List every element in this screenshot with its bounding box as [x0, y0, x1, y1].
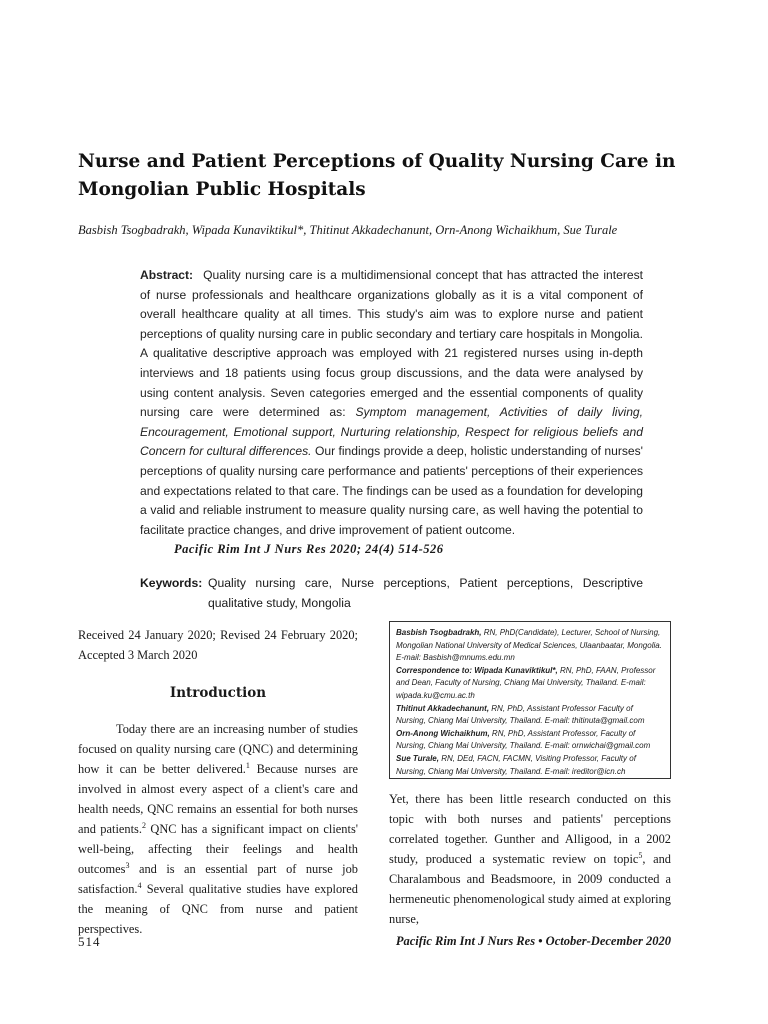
affiliation-entry [396, 703, 664, 728]
journal-citation: Pacific Rim Int J Nurs Res 2020; 24(4) 514-526 [174, 542, 444, 556]
intro-text-d: and is an essential part of nurse job satisfaction. [78, 862, 358, 896]
affiliation-name: Basbish Tsogbadrakh, [396, 628, 482, 637]
affiliation-details: RN, DEd, FACN, FACMN, Visiting Professor, Faculty of Nursing, Chiang Mai University, Thailand. E-mail: ireditor@icn.ch [396, 753, 636, 776]
affiliation-details: RN, PhD, FAAN, Professor and Dean, Faculty of Nursing, Chiang Mai University, Thailand. E-mail: wipada.ku@cmu.ac.th [396, 665, 656, 700]
page-number: 514 [78, 934, 101, 949]
affiliation-name: Correspondence to: Wipada Kunaviktikul*, [396, 665, 558, 675]
keywords-text: Quality nursing care, Nurse perceptions, Patient perceptions, Descriptive qualitative study, Mongolia [208, 576, 643, 610]
ref-4[interactable]: 4 [137, 880, 142, 890]
right-text-b: , and Charalambous and Beadsmoore, in 2009 conducted a hermeneutic phenomenological study aimed at exploring nurse, [389, 852, 671, 926]
received-dates: Received 24 January 2020; Revised 24 February 2020; Accepted 3 March 2020 [78, 628, 358, 662]
abstract-text-part-2: Our findings provide a deep, holistic understanding of nurses' perceptions of quality nursing care performance and patients' perceptions of their experiences and expectations related to that care. The findings can be used as a foundation for developing a valid and reliable instrument to measure quality nursing care, as well having the potential to facilitate practice changes, and drive improvement of patient outcome. [140, 444, 643, 537]
introduction-heading: Introduction [169, 685, 267, 701]
affiliation-entry [396, 753, 664, 778]
affiliation-name: Orn-Anong Wichaikhum, [396, 728, 490, 738]
abstract-label: Abstract: [140, 268, 194, 282]
affiliation-name: Sue Turale, [396, 753, 439, 763]
abstract-text-part-1: Quality nursing care is a multidimensional concept that has attracted the interest of nurse professionals and healthcare organizations globally as it is a vital component of overall healthcare quality at all times. This study's aim was to explore nurse and patient perceptions of quality nursing care in public secondary and tertiary care hospitals in Mongolia. A qualitative descriptive approach was employed with 21 registered nurses using in-depth interviews and 18 patients using focus group discussions, and the data were analysed by using content analysis. Seven categories emerged and the essential components of quality nursing care were determined as: [140, 268, 643, 420]
keywords-block [140, 573, 643, 613]
intro-text-a: Today there are an increasing number of studies focused on quality nursing care (QNC) and determining how it can be better delivered. [78, 722, 358, 776]
ref-5[interactable]: 5 [638, 850, 643, 860]
ref-1[interactable]: 1 [245, 760, 250, 770]
right-text-a: Yet, there has been little research conducted on this topic with both nurses and patients' perceptions correlated together. Gunther and Alligood, in a 2002 study, produced a systematic review on topic [389, 792, 671, 866]
author-affiliations-box [389, 621, 671, 779]
affiliation-details: RN, PhD, Assistant Professor, Faculty of Nursing, Chiang Mai University, Thailand. E-mail: ornwichai@gmail.com [396, 728, 651, 751]
running-footer: Pacific Rim Int J Nurs Res • October-December 2020 [395, 934, 671, 948]
intro-text-b: Because nurses are involved in almost every aspect of a client's care and health needs, QNC remains an essential for both nurses and patients. [78, 762, 358, 836]
introduction-paragraph [78, 719, 358, 939]
affiliation-details: RN, PhD(Candidate), Lecturer, School of Nursing, Mongolian National University of Medical Sciences, Ulaanbaatar, Mongolia. E-mail: Basbish@mnums.edu.mn [396, 628, 662, 663]
affiliation-entry [396, 627, 664, 665]
affiliation-details: RN, PhD, Assistant Professor Faculty of Nursing, Chiang Mai University, Thailand. E-mail: thitinuta@gmail.com [396, 703, 645, 726]
right-column [389, 789, 671, 929]
keywords-label: Keywords: [140, 576, 203, 590]
article-title: Nurse and Patient Perceptions of Quality Nursing Care in Mongolian Public Hospitals [78, 151, 676, 200]
affiliation-name: Thitinut Akkadechanunt, [396, 703, 490, 713]
affiliation-entry [396, 665, 664, 703]
author-list: Basbish Tsogbadrakh, Wipada Kunaviktikul*, Thitinut Akkadechanunt, Orn-Anong Wichaikhum, Sue Turale [78, 223, 618, 237]
abstract-categories: Symptom management, Activities of daily living, Encouragement, Emotional support, Nurturing relationship, Respect for religious beliefs and Concern for cultural differences. [140, 405, 644, 459]
intro-text-c: QNC has a significant impact on clients' well-being, affecting their feelings and health outcomes [78, 822, 359, 876]
ref-3[interactable]: 3 [125, 860, 130, 870]
abstract [140, 266, 643, 540]
affiliation-entry [396, 728, 664, 753]
intro-text-e: Several qualitative studies have explored the meaning of QNC from nurse and patient perspectives. [78, 882, 358, 936]
ref-2[interactable]: 2 [141, 820, 146, 830]
left-column [78, 625, 358, 939]
right-column-paragraph [389, 789, 671, 929]
